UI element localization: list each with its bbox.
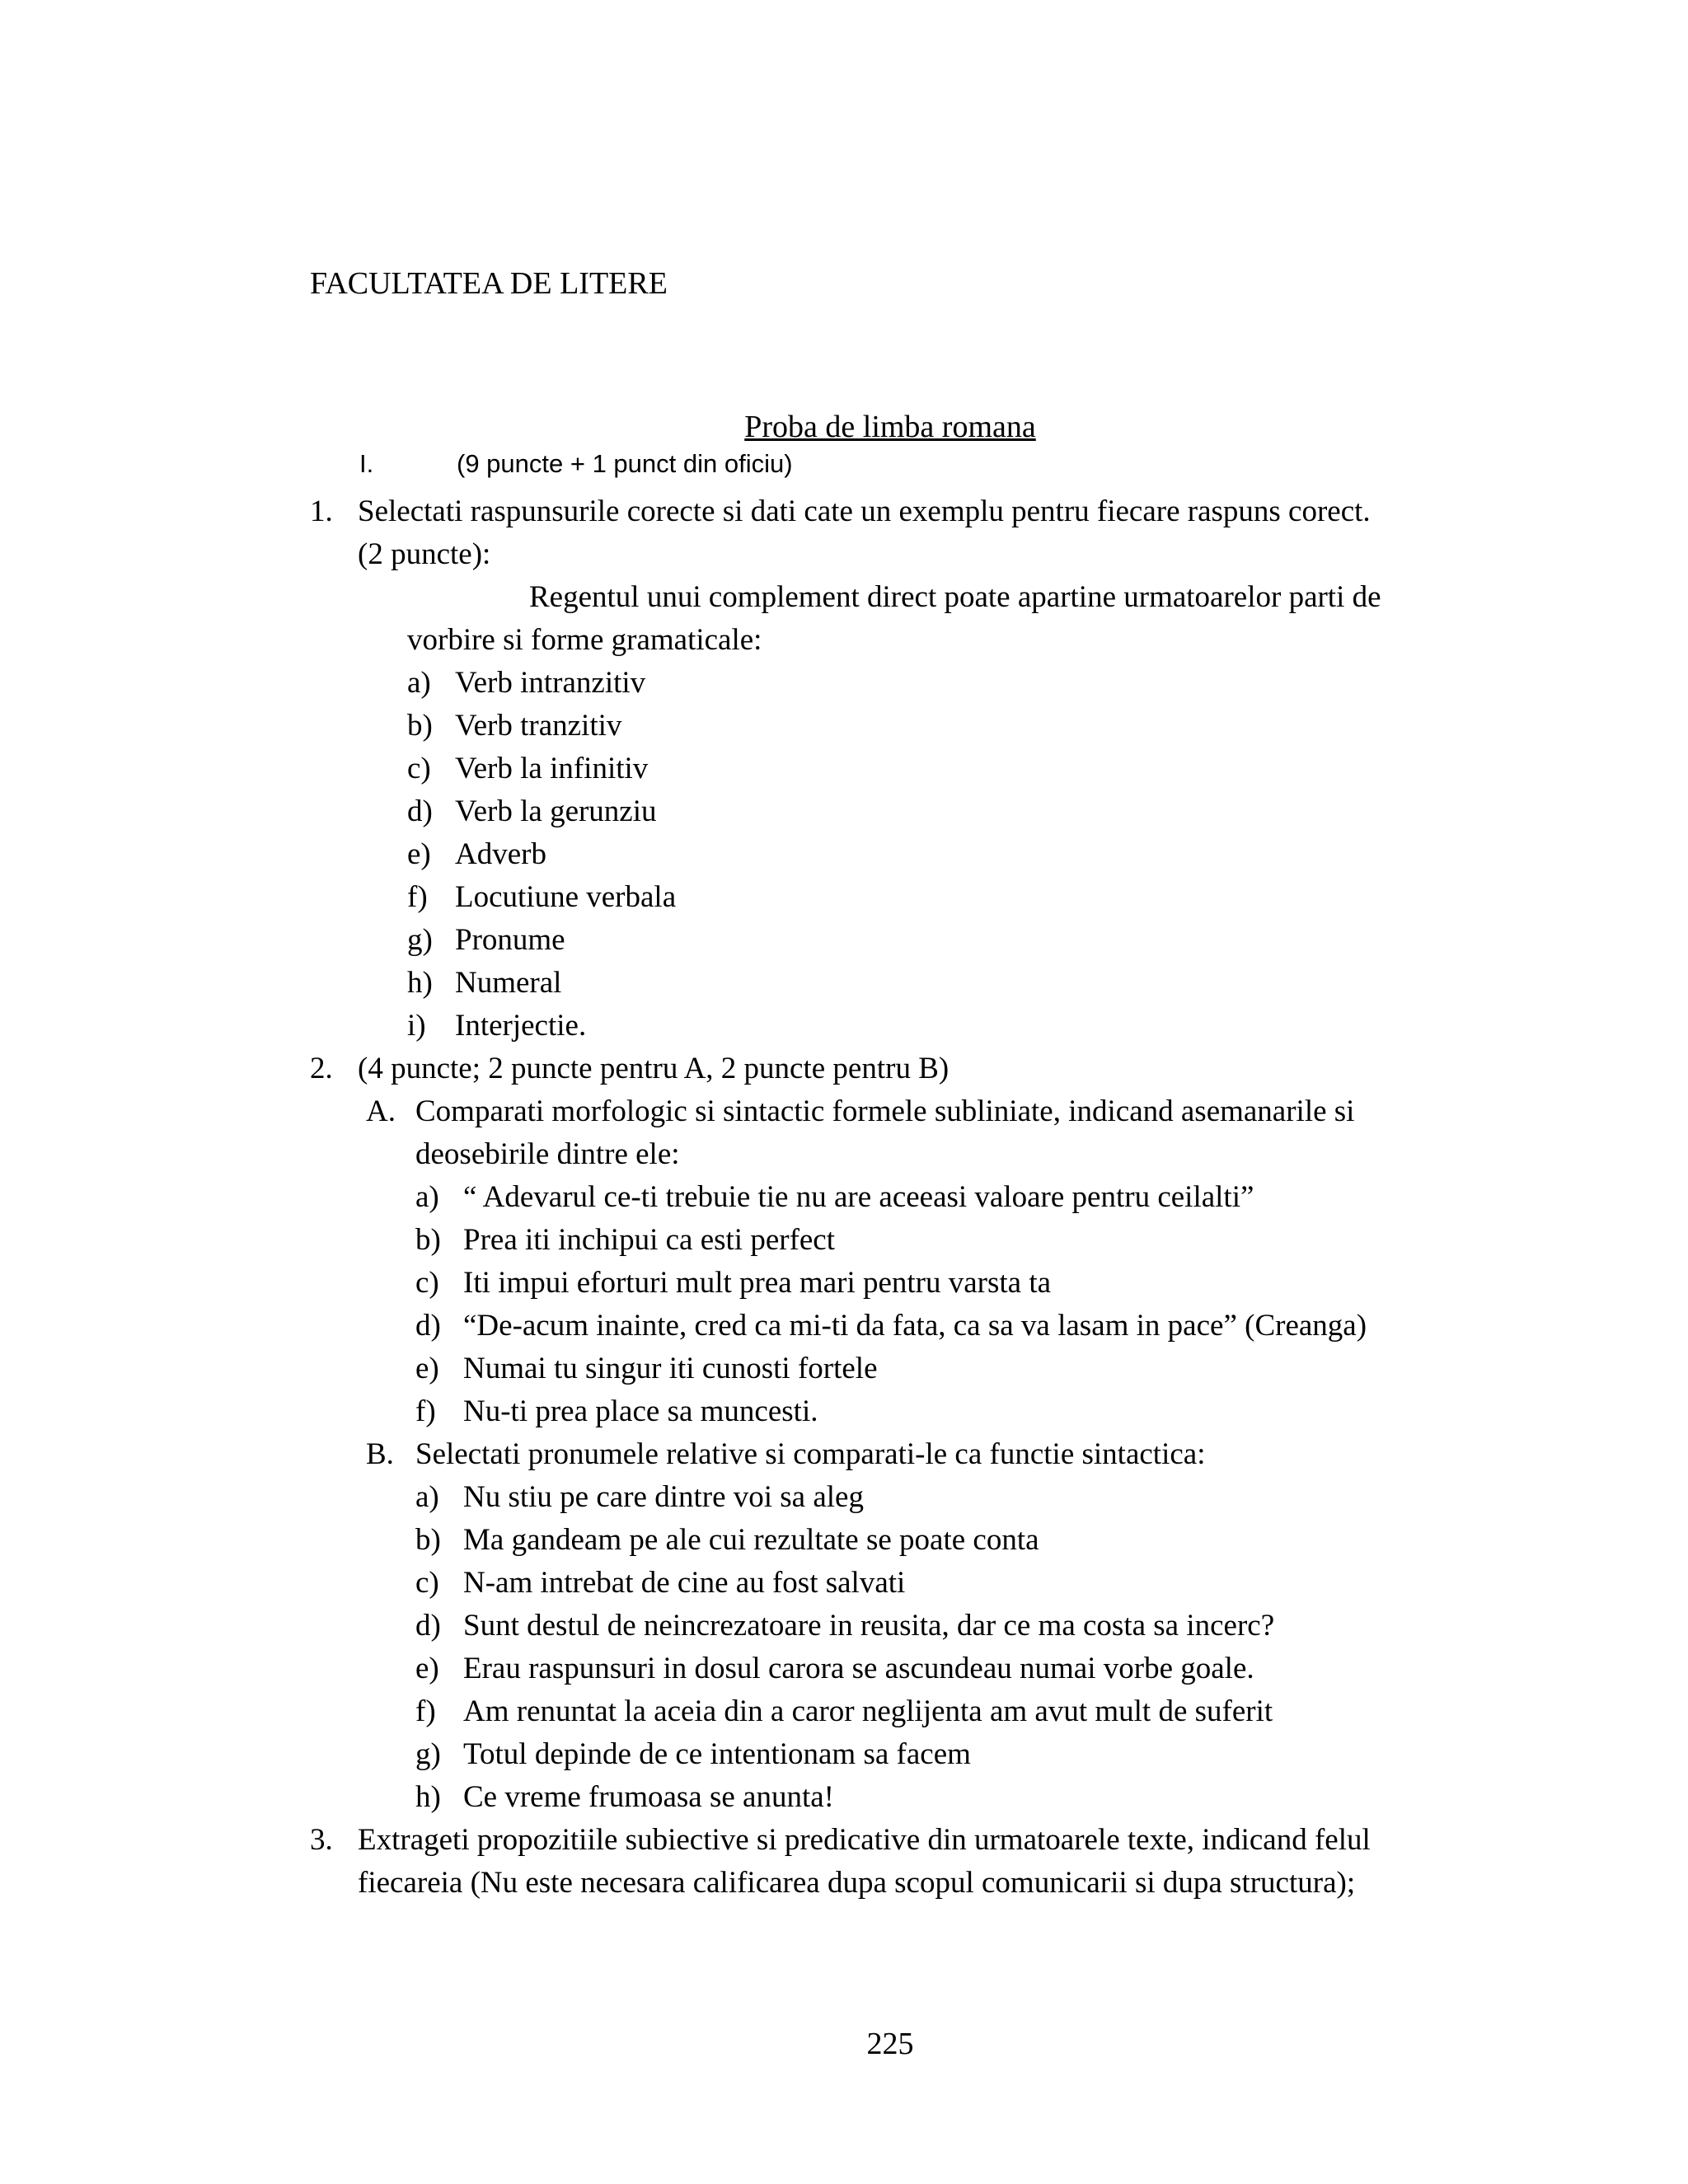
q2b-item-marker: a) <box>415 1480 439 1514</box>
q1-option-marker: c) <box>407 752 431 785</box>
q1-number: 1. <box>310 494 333 528</box>
q1-option-marker: b) <box>407 709 433 743</box>
q1-intro: Regentul unui complement direct poate apartine urmatoarelor parti de <box>529 580 1381 614</box>
section-number: I. <box>359 449 374 478</box>
q2b-item-text: Ce vreme frumoasa se anunta! <box>463 1780 834 1814</box>
q1-option-marker: g) <box>407 923 433 957</box>
q2a-item-marker: a) <box>415 1180 439 1214</box>
q2b-item-text: Erau raspunsuri in dosul carora se ascundeau numai vorbe goale. <box>463 1652 1254 1685</box>
q2-part-b-marker: B. <box>366 1437 394 1471</box>
q2b-item-text: Totul depinde de ce intentionam sa facem <box>463 1737 971 1771</box>
q2a-item-text: Iti impui eforturi mult prea mari pentru varsta ta <box>463 1266 1052 1300</box>
q2b-item-marker: f) <box>415 1694 436 1728</box>
q2b-item-text: Nu stiu pe care dintre voi sa aleg <box>463 1480 864 1514</box>
q2b-item-text: Ma gandeam pe ale cui rezultate se poate conta <box>463 1523 1039 1557</box>
q2-part-a-marker: A. <box>366 1094 396 1128</box>
q2-part-a-text: Comparati morfologic si sintactic formele subliniate, indicand asemanarile si <box>415 1094 1355 1128</box>
section-points: (9 puncte + 1 punct din oficiu) <box>457 449 793 478</box>
q2a-item-marker: b) <box>415 1223 441 1257</box>
q1-option-text: Numeral <box>455 966 562 1000</box>
q2-text: (4 puncte; 2 puncte pentru A, 2 puncte pentru B) <box>358 1052 950 1085</box>
q2-part-a-text-cont: deosebirile dintre ele: <box>415 1137 680 1171</box>
q1-option-text: Verb intranzitiv <box>455 666 646 700</box>
page-number: 225 <box>866 2027 914 2061</box>
q2a-item-marker: e) <box>415 1352 439 1385</box>
q2b-item-marker: e) <box>415 1652 439 1685</box>
q2a-item-text: “ Adevarul ce-ti trebuie tie nu are aceeasi valoare pentru ceilalti” <box>463 1180 1254 1214</box>
q1-option-text: Interjectie. <box>455 1009 587 1043</box>
q1-option-marker: f) <box>407 880 428 914</box>
q1-option-marker: a) <box>407 666 431 700</box>
q2a-item-text: Numai tu singur iti cunosti fortele <box>463 1352 878 1385</box>
q1-option-marker: e) <box>407 837 431 871</box>
q1-text: Selectati raspunsurile corecte si dati cate un exemplu pentru fiecare raspuns corect. <box>358 494 1371 528</box>
faculty-heading: FACULTATEA DE LITERE <box>310 266 668 301</box>
q1-intro-cont: vorbire si forme gramaticale: <box>407 623 762 657</box>
q1-option-text: Verb la infinitiv <box>455 752 649 785</box>
q3-text: Extrageti propozitiile subiective si predicative din urmatoarele texte, indicand felul <box>358 1823 1371 1857</box>
q1-option-text: Locutiune verbala <box>455 880 677 914</box>
q1-option-text: Pronume <box>455 923 565 957</box>
q2a-item-marker: c) <box>415 1266 439 1300</box>
q2a-item-text: Nu-ti prea place sa muncesti. <box>463 1394 818 1428</box>
q3-text-cont: fiecareia (Nu este necesara calificarea dupa scopul comunicarii si dupa structura); <box>358 1866 1356 1900</box>
q2b-item-marker: h) <box>415 1780 441 1814</box>
q2-number: 2. <box>310 1052 333 1085</box>
q2a-item-text: “De-acum inainte, cred ca mi-ti da fata, ca sa va lasam in pace” (Creanga) <box>463 1309 1367 1343</box>
q2b-item-text: Am renuntat la aceia din a caror neglijenta am avut mult de suferit <box>463 1694 1273 1728</box>
q1-option-marker: d) <box>407 794 433 828</box>
q2b-item-marker: d) <box>415 1609 441 1643</box>
q2b-item-text: Sunt destul de neincrezatoare in reusita, dar ce ma costa sa incerc? <box>463 1609 1275 1643</box>
q2b-item-marker: c) <box>415 1566 439 1600</box>
q1-text-cont: (2 puncte): <box>358 537 491 571</box>
q1-option-text: Verb la gerunziu <box>455 794 657 828</box>
q1-option-marker: i) <box>407 1009 426 1043</box>
q2b-item-text: N-am intrebat de cine au fost salvati <box>463 1566 906 1600</box>
q3-number: 3. <box>310 1823 333 1857</box>
q1-option-text: Verb tranzitiv <box>455 709 622 743</box>
q2-part-b-text: Selectati pronumele relative si comparati-le ca functie sintactica: <box>415 1437 1206 1471</box>
q1-option-text: Adverb <box>455 837 546 871</box>
q2b-item-marker: g) <box>415 1737 441 1771</box>
exam-title: Proba de limba romana <box>744 410 1036 444</box>
q2b-item-marker: b) <box>415 1523 441 1557</box>
q1-option-marker: h) <box>407 966 433 1000</box>
q2a-item-marker: f) <box>415 1394 436 1428</box>
q2a-item-text: Prea iti inchipui ca esti perfect <box>463 1223 836 1257</box>
q2a-item-marker: d) <box>415 1309 441 1343</box>
